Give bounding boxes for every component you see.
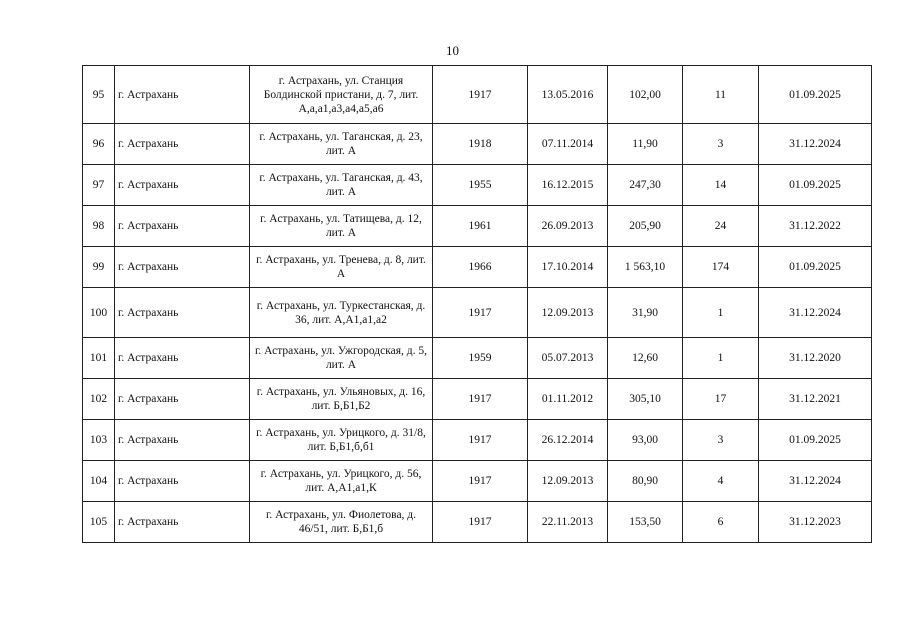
city-cell: г. Астрахань — [115, 461, 250, 502]
table-row — [83, 379, 872, 420]
year-cell: 1917 — [433, 502, 528, 543]
table-body — [83, 66, 872, 543]
count-cell: 6 — [683, 502, 759, 543]
year-cell: 1955 — [433, 165, 528, 206]
city-cell: г. Астрахань — [115, 288, 250, 338]
city-cell: г. Астрахань — [115, 165, 250, 206]
deadline-cell: 01.09.2025 — [759, 66, 872, 124]
area-cell: 247,30 — [608, 165, 683, 206]
date-cell: 12.09.2013 — [528, 288, 608, 338]
table-row — [83, 165, 872, 206]
year-cell: 1917 — [433, 66, 528, 124]
date-cell: 07.11.2014 — [528, 124, 608, 165]
area-cell: 102,00 — [608, 66, 683, 124]
date-cell: 13.05.2016 — [528, 66, 608, 124]
city-cell: г. Астрахань — [115, 66, 250, 124]
row-number: 98 — [83, 206, 115, 247]
address-cell: г. Астрахань, ул. Урицкого, д. 56, лит. А,А1,а1,К — [250, 461, 433, 502]
building-registry-table — [82, 65, 872, 543]
address-cell: г. Астрахань, ул. Таганская, д. 23, лит. А — [250, 124, 433, 165]
count-cell: 3 — [683, 124, 759, 165]
row-number: 99 — [83, 247, 115, 288]
area-cell: 80,90 — [608, 461, 683, 502]
date-cell: 17.10.2014 — [528, 247, 608, 288]
row-number: 105 — [83, 502, 115, 543]
page-number: 10 — [446, 43, 459, 58]
address-cell: г. Астрахань, ул. Ужгородская, д. 5, лит. А — [250, 338, 433, 379]
year-cell: 1917 — [433, 379, 528, 420]
count-cell: 3 — [683, 420, 759, 461]
row-number: 103 — [83, 420, 115, 461]
city-cell: г. Астрахань — [115, 420, 250, 461]
city-cell: г. Астрахань — [115, 247, 250, 288]
count-cell: 14 — [683, 165, 759, 206]
city-cell: г. Астрахань — [115, 124, 250, 165]
row-number: 97 — [83, 165, 115, 206]
count-cell: 1 — [683, 338, 759, 379]
year-cell: 1917 — [433, 420, 528, 461]
row-number: 100 — [83, 288, 115, 338]
area-cell: 11,90 — [608, 124, 683, 165]
date-cell: 26.09.2013 — [528, 206, 608, 247]
address-cell: г. Астрахань, ул. Станция Болдинской пристани, д. 7, лит. А,а,а1,а3,а4,а5,а6 — [250, 66, 433, 124]
city-cell: г. Астрахань — [115, 338, 250, 379]
area-cell: 153,50 — [608, 502, 683, 543]
row-number: 102 — [83, 379, 115, 420]
year-cell: 1918 — [433, 124, 528, 165]
table-row — [83, 124, 872, 165]
count-cell: 24 — [683, 206, 759, 247]
deadline-cell: 01.09.2025 — [759, 247, 872, 288]
date-cell: 01.11.2012 — [528, 379, 608, 420]
table-row — [83, 247, 872, 288]
count-cell: 174 — [683, 247, 759, 288]
table-row — [83, 206, 872, 247]
year-cell: 1959 — [433, 338, 528, 379]
address-cell: г. Астрахань, ул. Фиолетова, д. 46/51, лит. Б,Б1,б — [250, 502, 433, 543]
year-cell: 1966 — [433, 247, 528, 288]
deadline-cell: 31.12.2022 — [759, 206, 872, 247]
address-cell: г. Астрахань, ул. Туркестанская, д. 36, лит. А,А1,а1,а2 — [250, 288, 433, 338]
table-row — [83, 66, 872, 124]
area-cell: 205,90 — [608, 206, 683, 247]
row-number: 104 — [83, 461, 115, 502]
deadline-cell: 31.12.2023 — [759, 502, 872, 543]
table-row — [83, 288, 872, 338]
count-cell: 17 — [683, 379, 759, 420]
date-cell: 26.12.2014 — [528, 420, 608, 461]
area-cell: 305,10 — [608, 379, 683, 420]
address-cell: г. Астрахань, ул. Татищева, д. 12, лит. А — [250, 206, 433, 247]
row-number: 101 — [83, 338, 115, 379]
row-number: 95 — [83, 66, 115, 124]
address-cell: г. Астрахань, ул. Ульяновых, д. 16, лит. Б,Б1,Б2 — [250, 379, 433, 420]
deadline-cell: 01.09.2025 — [759, 165, 872, 206]
city-cell: г. Астрахань — [115, 502, 250, 543]
area-cell: 31,90 — [608, 288, 683, 338]
area-cell: 1 563,10 — [608, 247, 683, 288]
count-cell: 4 — [683, 461, 759, 502]
address-cell: г. Астрахань, ул. Урицкого, д. 31/8, лит. Б,Б1,б,б1 — [250, 420, 433, 461]
area-cell: 93,00 — [608, 420, 683, 461]
area-cell: 12,60 — [608, 338, 683, 379]
deadline-cell: 01.09.2025 — [759, 420, 872, 461]
date-cell: 05.07.2013 — [528, 338, 608, 379]
address-cell: г. Астрахань, ул. Таганская, д. 43, лит. А — [250, 165, 433, 206]
count-cell: 11 — [683, 66, 759, 124]
deadline-cell: 31.12.2021 — [759, 379, 872, 420]
address-cell: г. Астрахань, ул. Тренева, д. 8, лит. А — [250, 247, 433, 288]
row-number: 96 — [83, 124, 115, 165]
city-cell: г. Астрахань — [115, 379, 250, 420]
city-cell: г. Астрахань — [115, 206, 250, 247]
table-row — [83, 338, 872, 379]
deadline-cell: 31.12.2024 — [759, 124, 872, 165]
year-cell: 1917 — [433, 288, 528, 338]
year-cell: 1917 — [433, 461, 528, 502]
year-cell: 1961 — [433, 206, 528, 247]
date-cell: 12.09.2013 — [528, 461, 608, 502]
deadline-cell: 31.12.2020 — [759, 338, 872, 379]
count-cell: 1 — [683, 288, 759, 338]
deadline-cell: 31.12.2024 — [759, 461, 872, 502]
table-row — [83, 461, 872, 502]
date-cell: 22.11.2013 — [528, 502, 608, 543]
table-row — [83, 420, 872, 461]
date-cell: 16.12.2015 — [528, 165, 608, 206]
deadline-cell: 31.12.2024 — [759, 288, 872, 338]
table-row — [83, 502, 872, 543]
